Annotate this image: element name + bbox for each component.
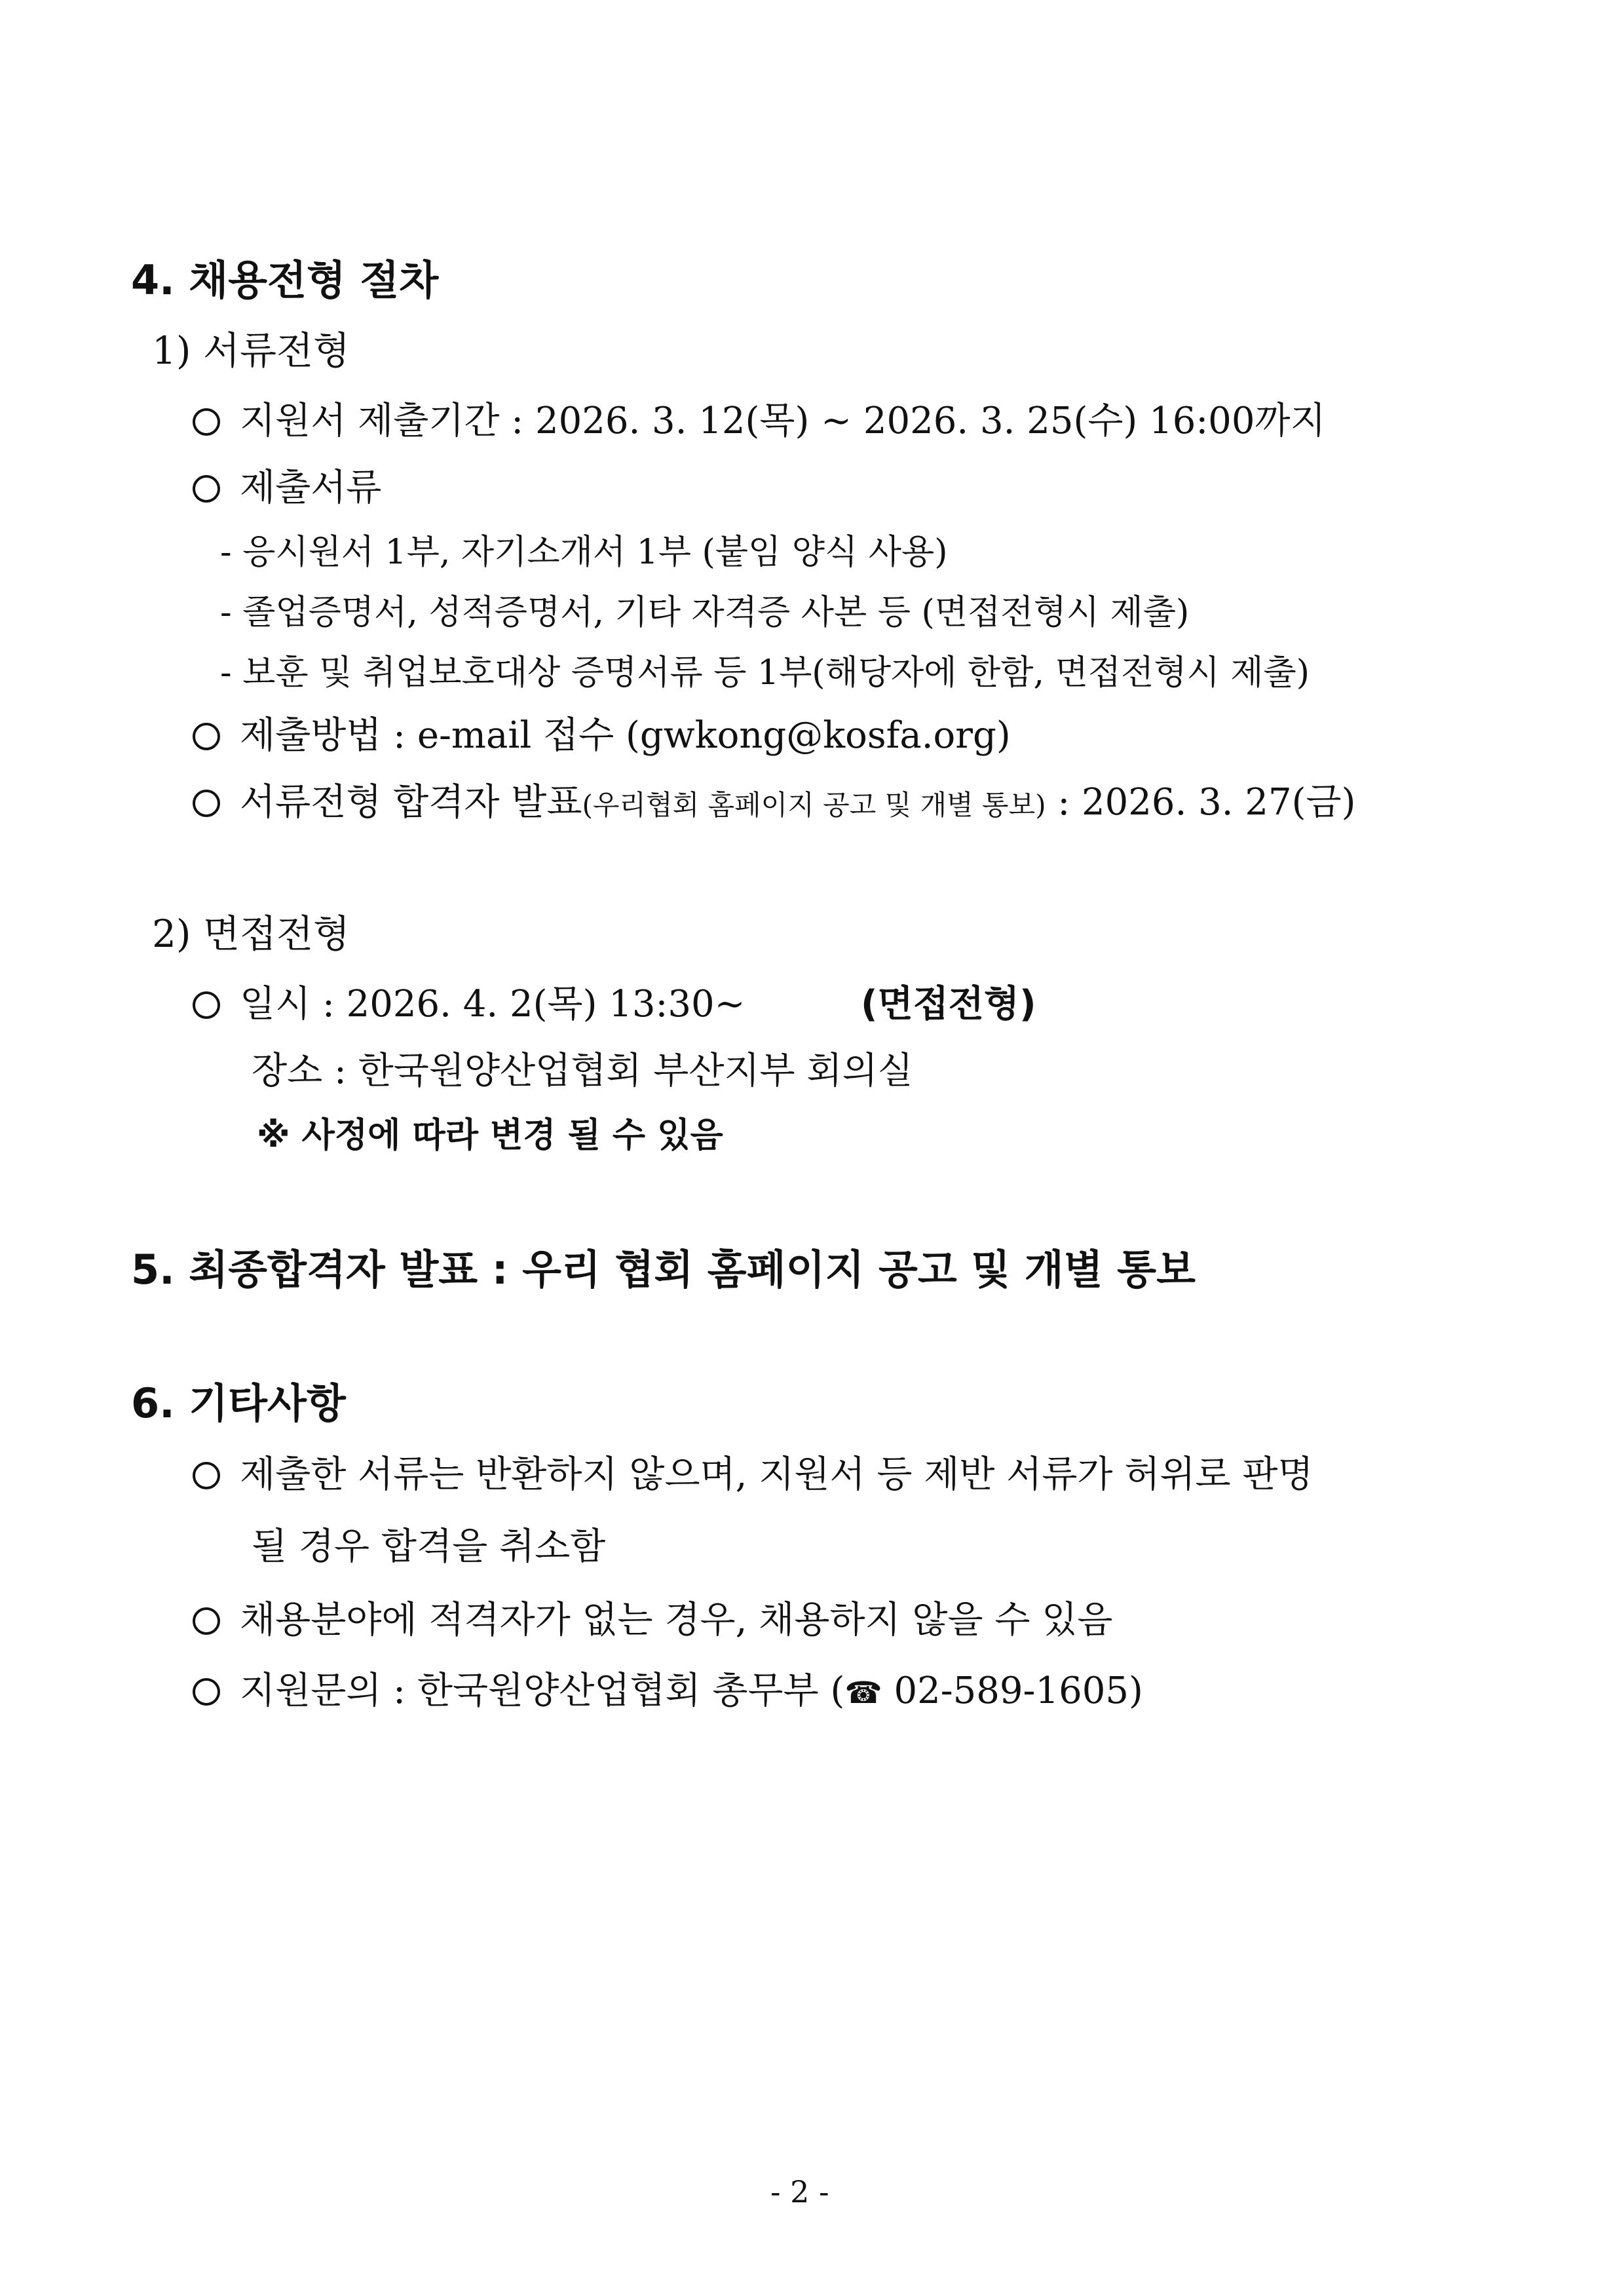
etc-item-3	[193, 1662, 1143, 1714]
bullet-circle-icon	[193, 790, 220, 817]
doc-announce-main: 서류전형 합격자 발표	[240, 781, 582, 824]
section-4-title: 4. 채용전형 절차	[131, 256, 439, 304]
bullet-circle-icon	[193, 408, 220, 436]
interview-date-note: (면접전형)	[861, 983, 1036, 1025]
page-number: - 2 -	[770, 2174, 829, 2210]
doc-period-text: 지원서 제출기간 : 2026. 3. 12(목) ~ 2026. 3. 25(수) 16:00까지	[240, 400, 1326, 442]
etc-item-2-text: 채용분야에 적격자가 없는 경우, 채용하지 않을 수 있음	[240, 1599, 1113, 1641]
doc-docs-label: 제출서류	[240, 467, 382, 509]
bullet-circle-icon	[193, 1462, 220, 1489]
doc-docs-line-3: - 보훈 및 취업보호대상 증명서류 등 1부(해당자에 한함, 면접전형시 제출)	[220, 653, 1310, 693]
interview-place: 장소 : 한국원양산업협회 부산지부 회의실	[252, 1050, 913, 1092]
bullet-circle-icon	[193, 475, 220, 503]
doc-docs-line-1: - 응시원서 1부, 자기소개서 1부 (붙임 양식 사용)	[220, 533, 948, 572]
etc-item-1-line-1: 제출한 서류는 반환하지 않으며, 지원서 등 제반 서류가 허위로 판명	[240, 1453, 1313, 1496]
phone-icon: ☎	[844, 1675, 882, 1710]
etc-item-1-line-2: 될 경우 합격을 취소함	[252, 1525, 606, 1568]
doc-period-item	[193, 392, 1326, 444]
doc-method-text: 제출방법 : e-mail 접수 (gwkong@kosfa.org)	[240, 714, 1011, 757]
interview-notice: ※ 사정에 따라 변경 될 수 있음	[257, 1116, 723, 1155]
etc-item-3-prefix: 지원문의 : 한국원양산업협회 총무부 (	[240, 1670, 845, 1712]
etc-item-1	[193, 1445, 1313, 1498]
bullet-circle-icon	[193, 1678, 220, 1706]
bullet-circle-icon	[193, 991, 220, 1019]
doc-method-item	[193, 706, 1011, 759]
bullet-circle-icon	[193, 1607, 220, 1635]
interview-title: 2) 면접전형	[152, 911, 350, 956]
section-5-title: 5. 최종합격자 발표 : 우리 협회 홈페이지 공고 및 개별 통보	[131, 1246, 1196, 1293]
etc-item-2	[193, 1591, 1113, 1643]
doc-announce-small: (우리협회 홈페이지 공고 및 개별 통보)	[582, 789, 1046, 821]
doc-announce-date: : 2026. 3. 27(금)	[1046, 781, 1356, 824]
doc-docs-item	[193, 459, 381, 511]
doc-announce-item	[193, 773, 1355, 826]
interview-date-text: 일시 : 2026. 4. 2(목) 13:30~	[240, 983, 746, 1025]
section-6-title: 6. 기타사항	[131, 1379, 346, 1427]
doc-screening-title: 1) 서류전형	[152, 328, 350, 373]
interview-date-item	[193, 975, 746, 1027]
doc-docs-line-2: - 졸업증명서, 성적증명서, 기타 자격증 사본 등 (면접전형시 제출)	[220, 593, 1190, 632]
bullet-circle-icon	[193, 723, 220, 750]
etc-item-3-number: 02-589-1605)	[882, 1670, 1143, 1712]
